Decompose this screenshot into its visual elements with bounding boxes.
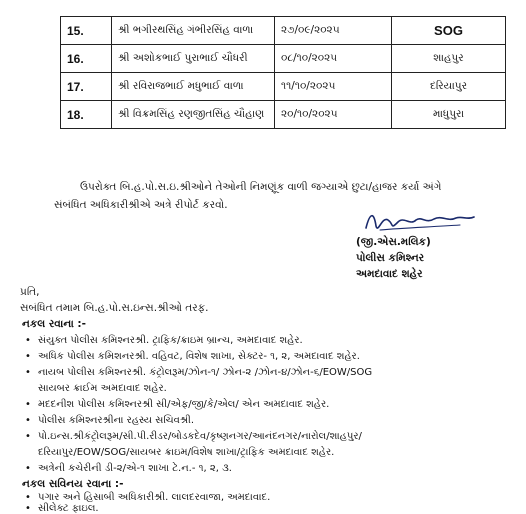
list-item: • અધિક પોલીસ કમિશનરશ્રી. વહિવટ, વિશેષ શાખા, સેક્ટર- ૧, ૨, અમદાવાદ શહેર.: [22, 349, 502, 365]
officer-name: શ્રી ભગીરથસિંહ ગંભીરસિંહ વાળા: [112, 17, 275, 45]
posting-place: SOG: [392, 17, 506, 45]
list-item: • પોલીસ કમિશ્નરશ્રીના રહસ્ય સચિવશ્રી.: [22, 413, 502, 429]
row-number: 18.: [61, 101, 112, 129]
posting-place: દરિયાપુર: [392, 73, 506, 101]
addressee-text: સબંધિત તમામ બિ.હ.પો.સ.ઇન્સ.શ્રીઓ તરફ.: [20, 302, 209, 314]
list-item: • મદદનીશ પોલીસ કમિશ્નરશ્રી સી/એફ/જી/કે/એલ/ એન અમદાવાદ શહેર.: [22, 397, 502, 413]
list-item: • અત્રેની કચેરીની ડી-૨/એ-૧ શાખા ટે.ન.- ૧, ૨, ૩.: [22, 461, 502, 477]
copy-forwarded-list: [22, 333, 502, 477]
transfer-table-body: [61, 17, 506, 129]
signatory-office: અમદાવાદ શહેર: [356, 268, 423, 280]
paragraph-line: સંબંધિત અધિકારીશ્રીએ અત્રે રીપોર્ટ કરવો.: [54, 199, 228, 211]
table-row: [61, 17, 506, 45]
posting-place: માધુપુરા: [392, 101, 506, 129]
row-number: 17.: [61, 73, 112, 101]
list-item: • પો.ઇન્સ.શ્રીકંટ્રોલરૂમ/સી.પી.રીડર/બોડકદેવ/કૃષ્ણનગર/આનંદનગર/નારોલ/શાહપુર/: [22, 429, 502, 445]
posting-date: ૨૭/૦૯/૨૦૨૫: [275, 17, 392, 45]
officer-name: શ્રી અશોકભાઈ પુરાભાઈ ચૌધરી: [112, 45, 275, 73]
signatory-name: (જી.એસ.મલિક): [356, 236, 431, 248]
row-number: 15.: [61, 17, 112, 45]
table-row: [61, 101, 506, 129]
addressee-block: [20, 284, 209, 316]
copy-submitted-heading: નકલ સવિનય રવાના :-: [22, 478, 124, 490]
addressee-label: પ્રતિ,: [20, 286, 40, 298]
table-row: [61, 45, 506, 73]
posting-date: ૨૦/૧૦/૨૦૨૫: [275, 101, 392, 129]
officer-name: શ્રી રવિરાજભાઈ મધુભાઈ વાળા: [112, 73, 275, 101]
list-item: • પગાર અને હિસાબી અધિકારીશ્રી. લાલદરવાજા, અમદાવાદ.: [22, 492, 502, 503]
posting-place: શાહપુર: [392, 45, 506, 73]
paragraph-line: ઉપરોક્ત બિ.હ.પો.સ.ઇ.શ્રીઓને તેઓની નિમણૂંક વાળી જગ્યાએ છુટા/હાજર કર્યા અંગે: [80, 181, 442, 193]
signature-block: [356, 234, 431, 282]
transfer-table: [60, 16, 506, 129]
copy-forwarded-heading: નકલ રવાના :-: [22, 318, 86, 330]
signatory-title: પોલીસ કમિશ્નર: [356, 252, 425, 264]
list-item: • સીલેક્ટ ફાઇલ.: [22, 503, 502, 514]
row-number: 16.: [61, 45, 112, 73]
table-row: [61, 73, 506, 101]
list-item: • નાયબ પોલીસ કમિશ્નરશ્રી. કંટ્રોલરૂમ/ઝોન-૧/ ઝોન-૨ /ઝોન-૪/ઝોન-૬/EOW/SOG: [22, 365, 502, 381]
list-item: • સંયુક્ત પોલીસ કમિશ્નરશ્રી. ટ્રાફિક/ક્રાઇમ બ્રાન્ચ, અમદાવાદ શહેર.: [22, 333, 502, 349]
list-item-continuation: દરિયાપુર/EOW/SOG/સાયબર ક્રાઇમ/વિશેષ શાખા/ટ્રાફિક અમદાવાદ શહેર.: [38, 447, 335, 458]
posting-date: ૦૮/૧૦/૨૦૨૫: [275, 45, 392, 73]
posting-date: ૧૧/૧૦/૨૦૨૫: [275, 73, 392, 101]
list-item-continuation: સાયબર ક્રાઈમ અમદાવાદ શહેર.: [38, 383, 167, 394]
officer-name: શ્રી વિક્રમસિંહ રણજીતસિંહ ચૌહાણ: [112, 101, 275, 129]
